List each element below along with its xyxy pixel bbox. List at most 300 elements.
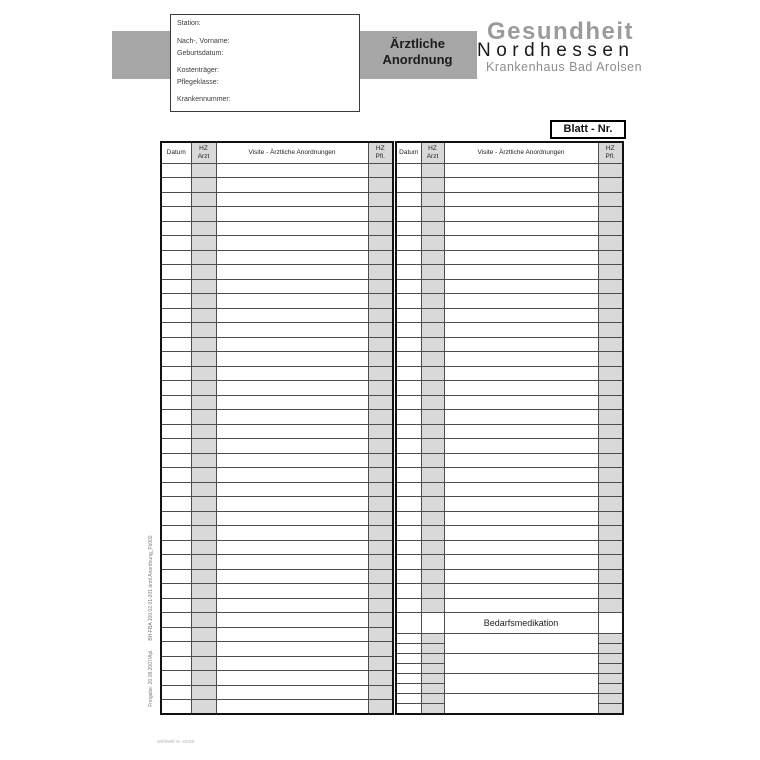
table-cell [161,352,191,367]
table-row [161,627,393,642]
bedarfsmedikation-label: Bedarfsmedikation [444,613,598,634]
table-cell [396,192,421,207]
table-cell [368,294,393,309]
table-row [161,598,393,613]
table-cell [368,555,393,570]
table-cell [444,323,598,338]
table-cell [368,221,393,236]
header-hz-arzt: HZ Arzt [191,142,216,163]
sheet-number-label: Blatt - Nr. [563,123,613,135]
table-cell [191,366,216,381]
table-cell [396,598,421,613]
table-cell [161,424,191,439]
table-cell [421,352,444,367]
table-cell [421,526,444,541]
table-cell [421,337,444,352]
table-cell [421,468,444,483]
table-cell [191,250,216,265]
logo-nordhessen: Nordhessen [477,40,635,61]
table-cell [216,395,368,410]
table-cell [161,555,191,570]
table-row [161,207,393,222]
table-cell [598,569,623,584]
table-cell [396,584,421,599]
table-cell [421,265,444,280]
table-cell [191,482,216,497]
table-row [161,424,393,439]
table-cell [421,482,444,497]
table-row [161,178,393,193]
table-cell [421,323,444,338]
table-cell [368,265,393,280]
table-cell [421,207,444,222]
table-row [396,265,623,280]
table-cell [368,613,393,628]
table-row [396,163,623,178]
table-cell [396,395,421,410]
table-cell [421,410,444,425]
table-cell [191,337,216,352]
table-cell [216,700,368,715]
table-row [161,555,393,570]
orders-table-left [160,141,394,715]
table-cell [368,192,393,207]
table-cell [396,308,421,323]
table-cell [161,569,191,584]
table-cell [368,279,393,294]
table-cell [598,323,623,338]
table-cell [216,656,368,671]
table-cell [216,511,368,526]
table-cell [396,555,421,570]
table-cell [421,684,444,694]
table-cell [191,569,216,584]
table-cell [598,178,623,193]
left-table-body [161,163,393,714]
table-cell [191,468,216,483]
table-cell [191,163,216,178]
table-cell [421,555,444,570]
table-cell [598,482,623,497]
table-cell [444,584,598,599]
table-cell [444,192,598,207]
table-cell [396,163,421,178]
table-cell [191,236,216,251]
table-cell [421,163,444,178]
table-cell [444,654,598,674]
table-cell [191,613,216,628]
table-cell [421,497,444,512]
table-cell [598,308,623,323]
table-cell [598,453,623,468]
table-cell [421,381,444,396]
table-cell [444,178,598,193]
field-label-name: Nach-, Vorname: [177,38,230,45]
table-cell [421,250,444,265]
table-cell [396,337,421,352]
table-cell [216,526,368,541]
table-cell [444,634,598,654]
table-cell [598,265,623,280]
table-cell [368,671,393,686]
table-cell [598,236,623,251]
table-row [396,294,623,309]
table-cell [598,598,623,613]
table-cell [191,381,216,396]
table-cell [161,308,191,323]
table-cell [396,526,421,541]
table-cell [161,468,191,483]
table-row [396,352,623,367]
table-cell [444,540,598,555]
table-cell [396,704,421,714]
header-hz-pfl: HZ Pfl. [598,142,623,163]
table-row [396,482,623,497]
table-cell [161,250,191,265]
table-cell [191,279,216,294]
table-cell [444,265,598,280]
table-row [396,192,623,207]
table-cell [191,323,216,338]
table-cell [191,207,216,222]
table-cell [598,468,623,483]
table-row [161,439,393,454]
table-cell [368,337,393,352]
table-row [161,250,393,265]
table-row [396,569,623,584]
table-row [161,685,393,700]
table-cell [444,410,598,425]
table-cell [421,221,444,236]
table-cell [421,294,444,309]
table-cell [368,395,393,410]
table-cell [396,294,421,309]
table-row [161,410,393,425]
table-cell [216,366,368,381]
table-cell [421,634,444,644]
table-row [396,540,623,555]
right-table-body [396,163,623,714]
table-row [396,634,623,644]
table-cell [368,323,393,338]
table-cell [421,654,444,664]
table-cell [421,279,444,294]
table-row [161,352,393,367]
table-cell [161,453,191,468]
table-row [396,511,623,526]
table-cell [368,700,393,715]
table-cell [368,178,393,193]
table-cell [444,453,598,468]
table-cell [598,511,623,526]
table-cell [216,207,368,222]
table-cell [191,424,216,439]
table-cell [421,613,444,634]
table-cell [161,439,191,454]
table-cell [444,569,598,584]
table-row [161,468,393,483]
field-label-patientnumber: Krankennummer: [177,96,231,103]
table-cell [444,366,598,381]
table-cell [396,497,421,512]
table-row [161,192,393,207]
table-cell [396,482,421,497]
table-cell [368,439,393,454]
table-cell [396,424,421,439]
table-cell [216,642,368,657]
table-cell [421,584,444,599]
table-row [161,482,393,497]
table-row [396,178,623,193]
table-row [161,671,393,686]
table-cell [216,410,368,425]
table-row [396,468,623,483]
table-cell [444,526,598,541]
table-cell [396,453,421,468]
table-cell [191,439,216,454]
table-cell [161,642,191,657]
table-cell [161,337,191,352]
table-cell [421,424,444,439]
table-cell [444,497,598,512]
table-cell [598,192,623,207]
table-cell [161,381,191,396]
table-cell [216,497,368,512]
table-cell [216,337,368,352]
table-cell [161,540,191,555]
table-cell [598,704,623,714]
logo-gesundheit: Gesundheit [487,18,635,45]
table-cell [216,381,368,396]
table-cell [161,207,191,222]
table-cell [598,555,623,570]
table-cell [421,540,444,555]
table-header-row [161,142,393,163]
table-row [396,366,623,381]
table-cell [216,598,368,613]
table-cell [598,664,623,674]
table-cell [396,366,421,381]
table-row [396,424,623,439]
table-cell [216,294,368,309]
table-cell [191,584,216,599]
table-cell [216,569,368,584]
table-cell [161,279,191,294]
table-row [161,497,393,512]
table-cell [216,424,368,439]
table-cell [161,656,191,671]
table-cell [161,482,191,497]
field-label-station: Station: [177,20,201,27]
table-row [396,654,623,664]
table-cell [598,674,623,684]
table-cell [216,323,368,338]
table-row [161,642,393,657]
table-cell [368,453,393,468]
table-cell [216,236,368,251]
table-cell [216,671,368,686]
table-row [396,497,623,512]
table-cell [368,424,393,439]
field-label-birthdate: Geburtsdatum: [177,50,224,57]
table-cell [598,294,623,309]
table-cell [191,221,216,236]
table-row [161,656,393,671]
table-cell [161,685,191,700]
table-cell [396,674,421,684]
table-cell [161,410,191,425]
table-cell [216,439,368,454]
table-cell [191,555,216,570]
table-cell [216,265,368,280]
table-cell [421,192,444,207]
table-cell [216,221,368,236]
table-cell [396,323,421,338]
table-cell [191,497,216,512]
table-cell [368,497,393,512]
table-row [161,540,393,555]
header-visite: Visite - Ärztliche Anordnungen [216,142,368,163]
table-cell [368,468,393,483]
table-cell [396,381,421,396]
table-cell [444,468,598,483]
table-cell [191,627,216,642]
table-cell [161,236,191,251]
table-cell [396,569,421,584]
table-row [396,694,623,704]
table-row [396,308,623,323]
table-cell [598,654,623,664]
table-cell [368,482,393,497]
table-row [396,410,623,425]
table-cell [216,178,368,193]
table-cell [444,555,598,570]
table-cell [598,694,623,704]
table-cell [444,163,598,178]
table-cell [421,598,444,613]
patient-info-box [170,14,360,112]
table-cell [598,634,623,644]
table-cell [598,163,623,178]
table-cell [216,468,368,483]
form-code-vertical: BH-FBA 100.02.01-201 ärztl.Anordnung_Fb002 [148,535,154,641]
table-cell [368,250,393,265]
table-cell [421,236,444,251]
table-row [161,381,393,396]
table-row [396,221,623,236]
table-row [161,700,393,715]
table-cell [216,163,368,178]
table-row [396,236,623,251]
table-cell [368,511,393,526]
table-cell [598,684,623,694]
table-cell [396,644,421,654]
table-row [161,308,393,323]
table-cell [396,410,421,425]
table-cell [421,511,444,526]
table-cell [191,526,216,541]
table-row [396,323,623,338]
table-cell [161,511,191,526]
table-cell [444,674,598,694]
table-cell [368,236,393,251]
table-row [161,163,393,178]
table-cell [396,439,421,454]
table-row [396,674,623,684]
table-cell [368,410,393,425]
table-cell [444,381,598,396]
table-cell [396,613,421,634]
table-cell [396,664,421,674]
footer-print-mark: weltweit w. coval [157,739,194,745]
table-cell [161,178,191,193]
table-cell [444,511,598,526]
table-cell [191,178,216,193]
table-cell [216,352,368,367]
table-cell [216,627,368,642]
table-row [396,337,623,352]
table-cell [444,250,598,265]
table-cell [161,323,191,338]
table-cell [368,381,393,396]
field-label-payer: Kostenträger: [177,67,220,74]
table-cell [421,644,444,654]
table-cell [216,453,368,468]
table-cell [396,178,421,193]
table-cell [598,540,623,555]
table-row [161,323,393,338]
table-row [161,526,393,541]
table-row [396,395,623,410]
orders-table-right [395,141,624,715]
table-cell [368,656,393,671]
table-row [161,337,393,352]
table-cell [396,265,421,280]
table-cell [161,627,191,642]
table-cell [421,395,444,410]
table-cell [191,642,216,657]
table-row [396,584,623,599]
table-cell [396,634,421,644]
table-row [396,439,623,454]
table-cell [598,337,623,352]
table-cell [598,526,623,541]
table-cell [368,540,393,555]
table-cell [368,685,393,700]
table-cell [421,704,444,714]
table-cell [368,308,393,323]
table-cell [396,511,421,526]
table-cell [191,671,216,686]
table-row [161,265,393,280]
table-cell [368,366,393,381]
header-datum: Datum [161,142,191,163]
table-cell [161,192,191,207]
table-row [161,221,393,236]
table-cell [421,366,444,381]
logo-hospital-name: Krankenhaus Bad Arolsen [486,60,643,74]
table-cell [191,453,216,468]
table-cell [191,352,216,367]
table-cell [191,598,216,613]
table-cell [396,221,421,236]
header-datum: Datum [396,142,421,163]
table-row [396,207,623,222]
table-cell [421,694,444,704]
table-cell [216,192,368,207]
table-cell [598,207,623,222]
table-cell [161,671,191,686]
